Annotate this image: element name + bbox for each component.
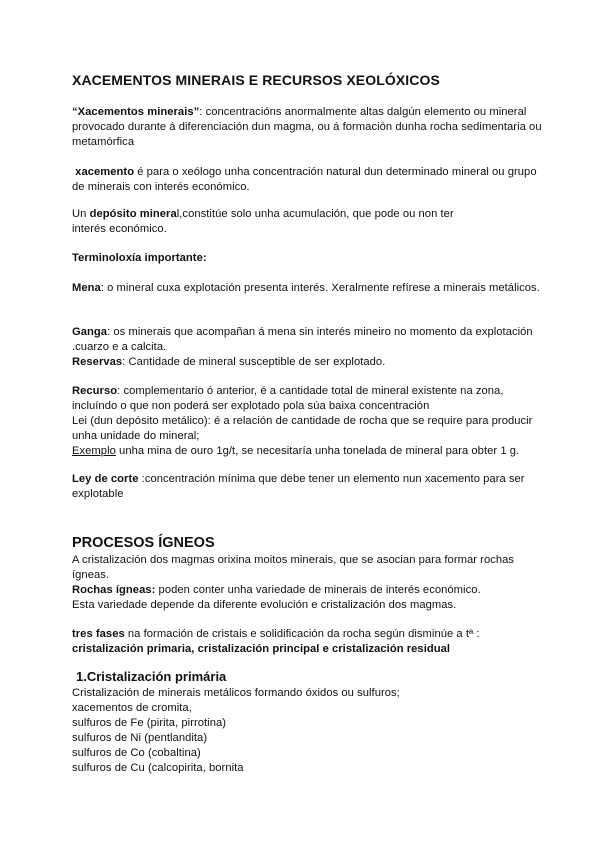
- term-recurso: Recurso: [72, 385, 118, 397]
- definition-text: : os minerais que acompañan á mena sin interés mineiro no momento da explotación .cuarzo e a calcita.: [72, 326, 533, 353]
- definition-deposito-mineral: [72, 207, 542, 237]
- definition-text: : concentracións anormalmente altas dalgún elemento ou mineral provocado durante á diferenciación dun magma, ou á formación dunha rocha sedimentaria ou metamórfica: [72, 106, 542, 148]
- term-xacementos-minerais: “Xacementos minerais”: [72, 106, 200, 118]
- primaria-line: sulfuros de Fe (pirita, pirrotina): [72, 717, 227, 729]
- primaria-list: [72, 686, 542, 776]
- definition-text: : o mineral cuxa explotación presenta interés. Xeralmente refírese a minerais metálicos.: [100, 282, 540, 294]
- variedade-text: Esta variedade depende da diferente evolución e cristalización dos magmas.: [72, 599, 457, 611]
- term-tres-fases: tres fases: [72, 628, 125, 640]
- primaria-line: xacementos de cromita,: [72, 702, 192, 714]
- example-text: unha mina de ouro 1g/t, se necesitaría unha tonelada de mineral para obter 1 g.: [115, 445, 520, 457]
- fases-list: cristalización primaria, cristalización principal e cristalización residual: [72, 643, 451, 655]
- terminoloxia-heading: [72, 251, 542, 266]
- term-reservas: Reservas: [72, 356, 123, 368]
- primaria-line: sulfuros de Cu (calcopirita, bornita: [72, 762, 244, 774]
- term-exemplo: Exemplo: [72, 445, 116, 457]
- primaria-line: sulfuros de Co (cobaltina): [72, 747, 201, 759]
- term-ley-de-corte: Ley de corte: [72, 473, 139, 485]
- definition-ganga: [72, 325, 542, 370]
- term-deposito-mineral: depósito minera: [89, 208, 177, 220]
- term-rochas-igneas: Rochas ígneas:: [72, 584, 156, 596]
- definition-prefix: Un: [72, 208, 90, 220]
- definition-text: : complementario ó anterior, é a cantidade total de mineral existente na zona, incluíndo o que non poderá ser explotado pola súa baixa concentración: [72, 385, 504, 412]
- document-title: XACEMENTOS MINERAIS E RECURSOS XEOLÓXICOS: [72, 72, 440, 88]
- definition-xacementos-minerais: [72, 105, 542, 150]
- definition-recurso: [72, 384, 542, 459]
- definition-xacemento: [72, 165, 542, 195]
- section-title-procesos-igneos: PROCESOS ÍGNEOS: [72, 535, 215, 551]
- definition-lei: Lei (dun depósito metálico): é a relación de cantidade de rocha que se require para producir unha unidade do mineral;: [72, 415, 533, 442]
- definition-mena: [72, 281, 542, 296]
- fases-block: [72, 627, 542, 657]
- term-ganga: Ganga: [72, 326, 108, 338]
- procesos-intro-block: [72, 553, 542, 613]
- primaria-line: sulfuros de Ni (pentlandita): [72, 732, 208, 744]
- subsection-title-cristalizacion-primaria: 1.Cristalización primária: [76, 669, 227, 684]
- fases-text: na formación de cristais e solidificación da rocha según disminúe a tª :: [124, 628, 480, 640]
- rochas-text: poden conter unha variedade de minerais de interés económico.: [155, 584, 481, 596]
- definition-text-line2: interés económico.: [72, 223, 167, 235]
- term-xacemento: xacemento: [75, 166, 135, 178]
- terminoloxia-heading-text: Terminoloxía importante:: [72, 252, 207, 264]
- definition-text-line1: l,constitúe solo unha acumulación, que pode ou non ter: [176, 208, 454, 220]
- definition-ley-de-corte: [72, 472, 542, 502]
- term-mena: Mena: [72, 282, 101, 294]
- procesos-intro: A cristalización dos magmas orixina moitos minerais, que se asocian para formar rochas ígneas.: [72, 554, 515, 581]
- definition-text: : Cantidade de mineral susceptible de ser explotado.: [122, 356, 386, 368]
- definition-text: :concentración mínima que debe tener un elemento nun xacemento para ser explotable: [72, 473, 525, 500]
- definition-text: é para o xeólogo unha concentración natural dun determinado mineral ou grupo de minerais con interés económico.: [72, 166, 537, 193]
- primaria-line: Cristalización de minerais metálicos formando óxidos ou sulfuros;: [72, 687, 400, 699]
